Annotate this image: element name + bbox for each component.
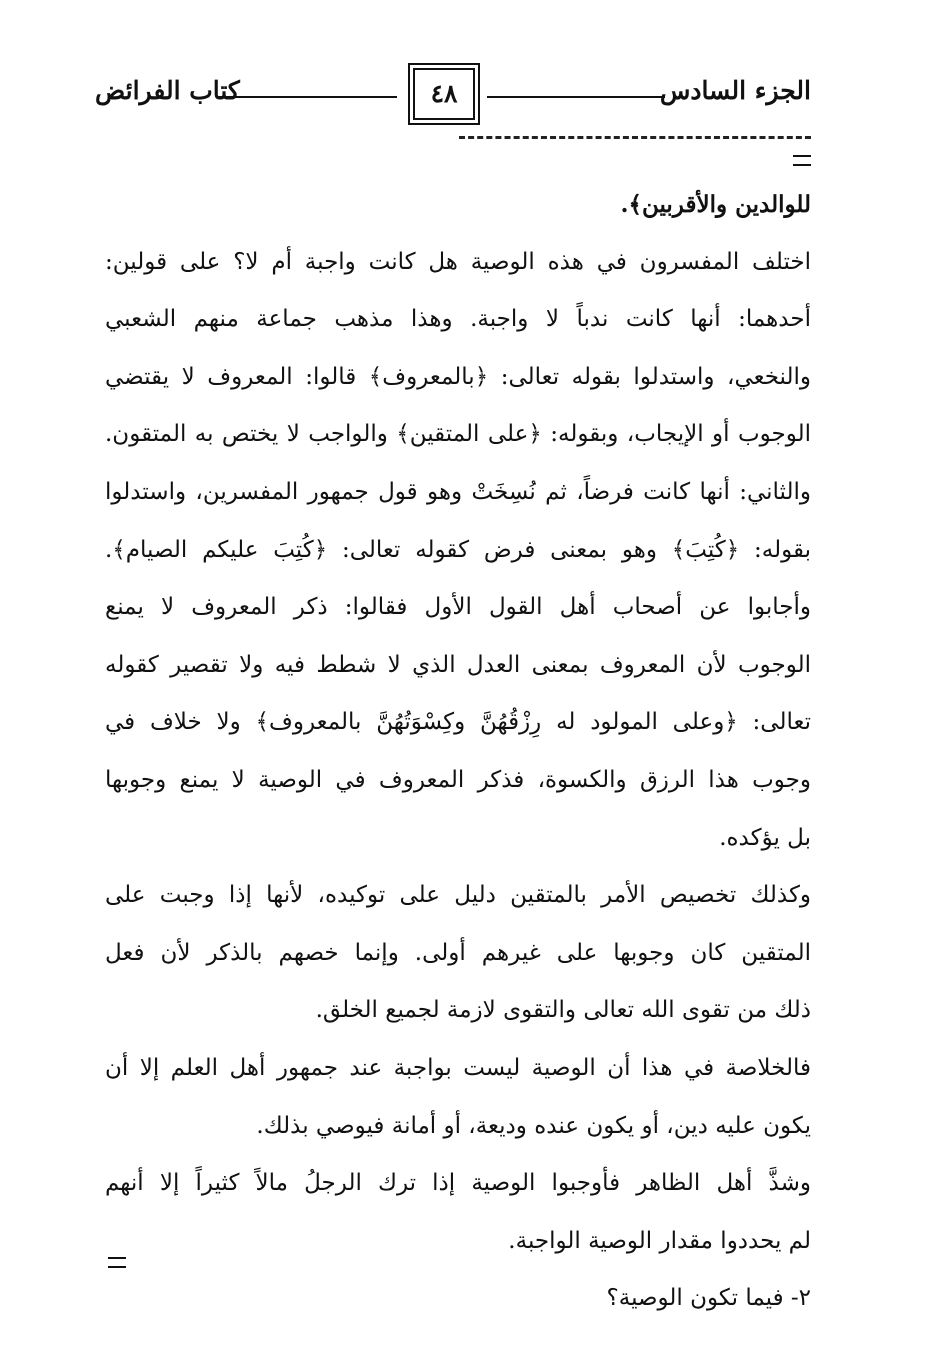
text-line: الوجوب أو الإيجاب، وبقوله: ﴿على المتقين﴾ والواجب لا يختص به المتقون. <box>105 421 811 448</box>
text-line: ٢- فيما تكون الوصية؟ <box>606 1285 811 1312</box>
text-line: وشذَّ أهل الظاهر فأوجبوا الوصية إذا ترك الرجلُ مالاً كثيراً إلا أنهم <box>105 1170 811 1197</box>
text-line: وجوب هذا الرزق والكسوة، فذكر المعروف في الوصية لا يمنع وجوبها <box>105 766 811 793</box>
text-line: بل يؤكده. <box>719 824 811 851</box>
text-line: الوجوب لأن المعروف بمعنى العدل الذي لا شطط فيه ولا تقصير كقوله <box>105 651 811 678</box>
text-line: فالخلاصة في هذا أن الوصية ليست بواجبة عند جمهور أهل العلم إلا أن <box>105 1054 811 1081</box>
page-number: ٤٨ <box>413 68 475 120</box>
text-line: يكون عليه دين، أو يكون عنده وديعة، أو أمانة فيوصي بذلك. <box>256 1112 811 1139</box>
text-line: ذلك من تقوى الله تعالى والتقوى لازمة لجميع الخلق. <box>315 997 811 1024</box>
header-book-title: كتاب الفرائض <box>95 76 240 105</box>
text-line: تعالى: ﴿وعلى المولود له رِزْقُهُنَّ وكِسْوَتُهُنَّ بالمعروف﴾ ولا خلاف في <box>105 709 811 736</box>
section-mark-bottom <box>108 1257 126 1268</box>
text-line: أحدهما: أنها كانت ندباً لا واجبة. وهذا مذهب جماعة منهم الشعبي <box>105 306 811 333</box>
header-rule-right <box>487 96 665 98</box>
running-header <box>95 62 811 124</box>
text-line: بقوله: ﴿كُتِبَ﴾ وهو بمعنى فرض كقوله تعالى: ﴿كُتِبَ عليكم الصيام﴾. <box>105 536 811 563</box>
text-line: والنخعي، واستدلوا بقوله تعالى: ﴿بالمعروف﴾ قالوا: المعروف لا يقتضي <box>105 363 811 390</box>
text-line: للوالدين والأقربين﴾. <box>620 191 811 218</box>
text-line: وكذلك تخصيص الأمر بالمتقين دليل على توكيده، لأنها إذا وجبت على <box>105 882 811 909</box>
dashed-divider <box>459 136 811 139</box>
text-line: وأجابوا عن أصحاب أهل القول الأول فقالوا: ذكر المعروف لا يمنع <box>105 594 811 621</box>
header-rule-left <box>219 96 397 98</box>
text-line: لم يحددوا مقدار الوصية الواجبة. <box>508 1227 811 1254</box>
section-mark-top <box>793 155 811 166</box>
body-text <box>105 176 811 1328</box>
text-line: والثاني: أنها كانت فرضاً، ثم نُسِخَتْ وهو قول جمهور المفسرين، واستدلوا <box>105 478 811 505</box>
header-part-title: الجزء السادس <box>659 76 811 105</box>
text-line: اختلف المفسرون في هذه الوصية هل كانت واجبة أم لا؟ على قولين: <box>105 248 811 275</box>
text-line: المتقين كان وجوبها على غيرهم أولى. وإنما خصهم بالذكر لأن فعل <box>105 939 811 966</box>
